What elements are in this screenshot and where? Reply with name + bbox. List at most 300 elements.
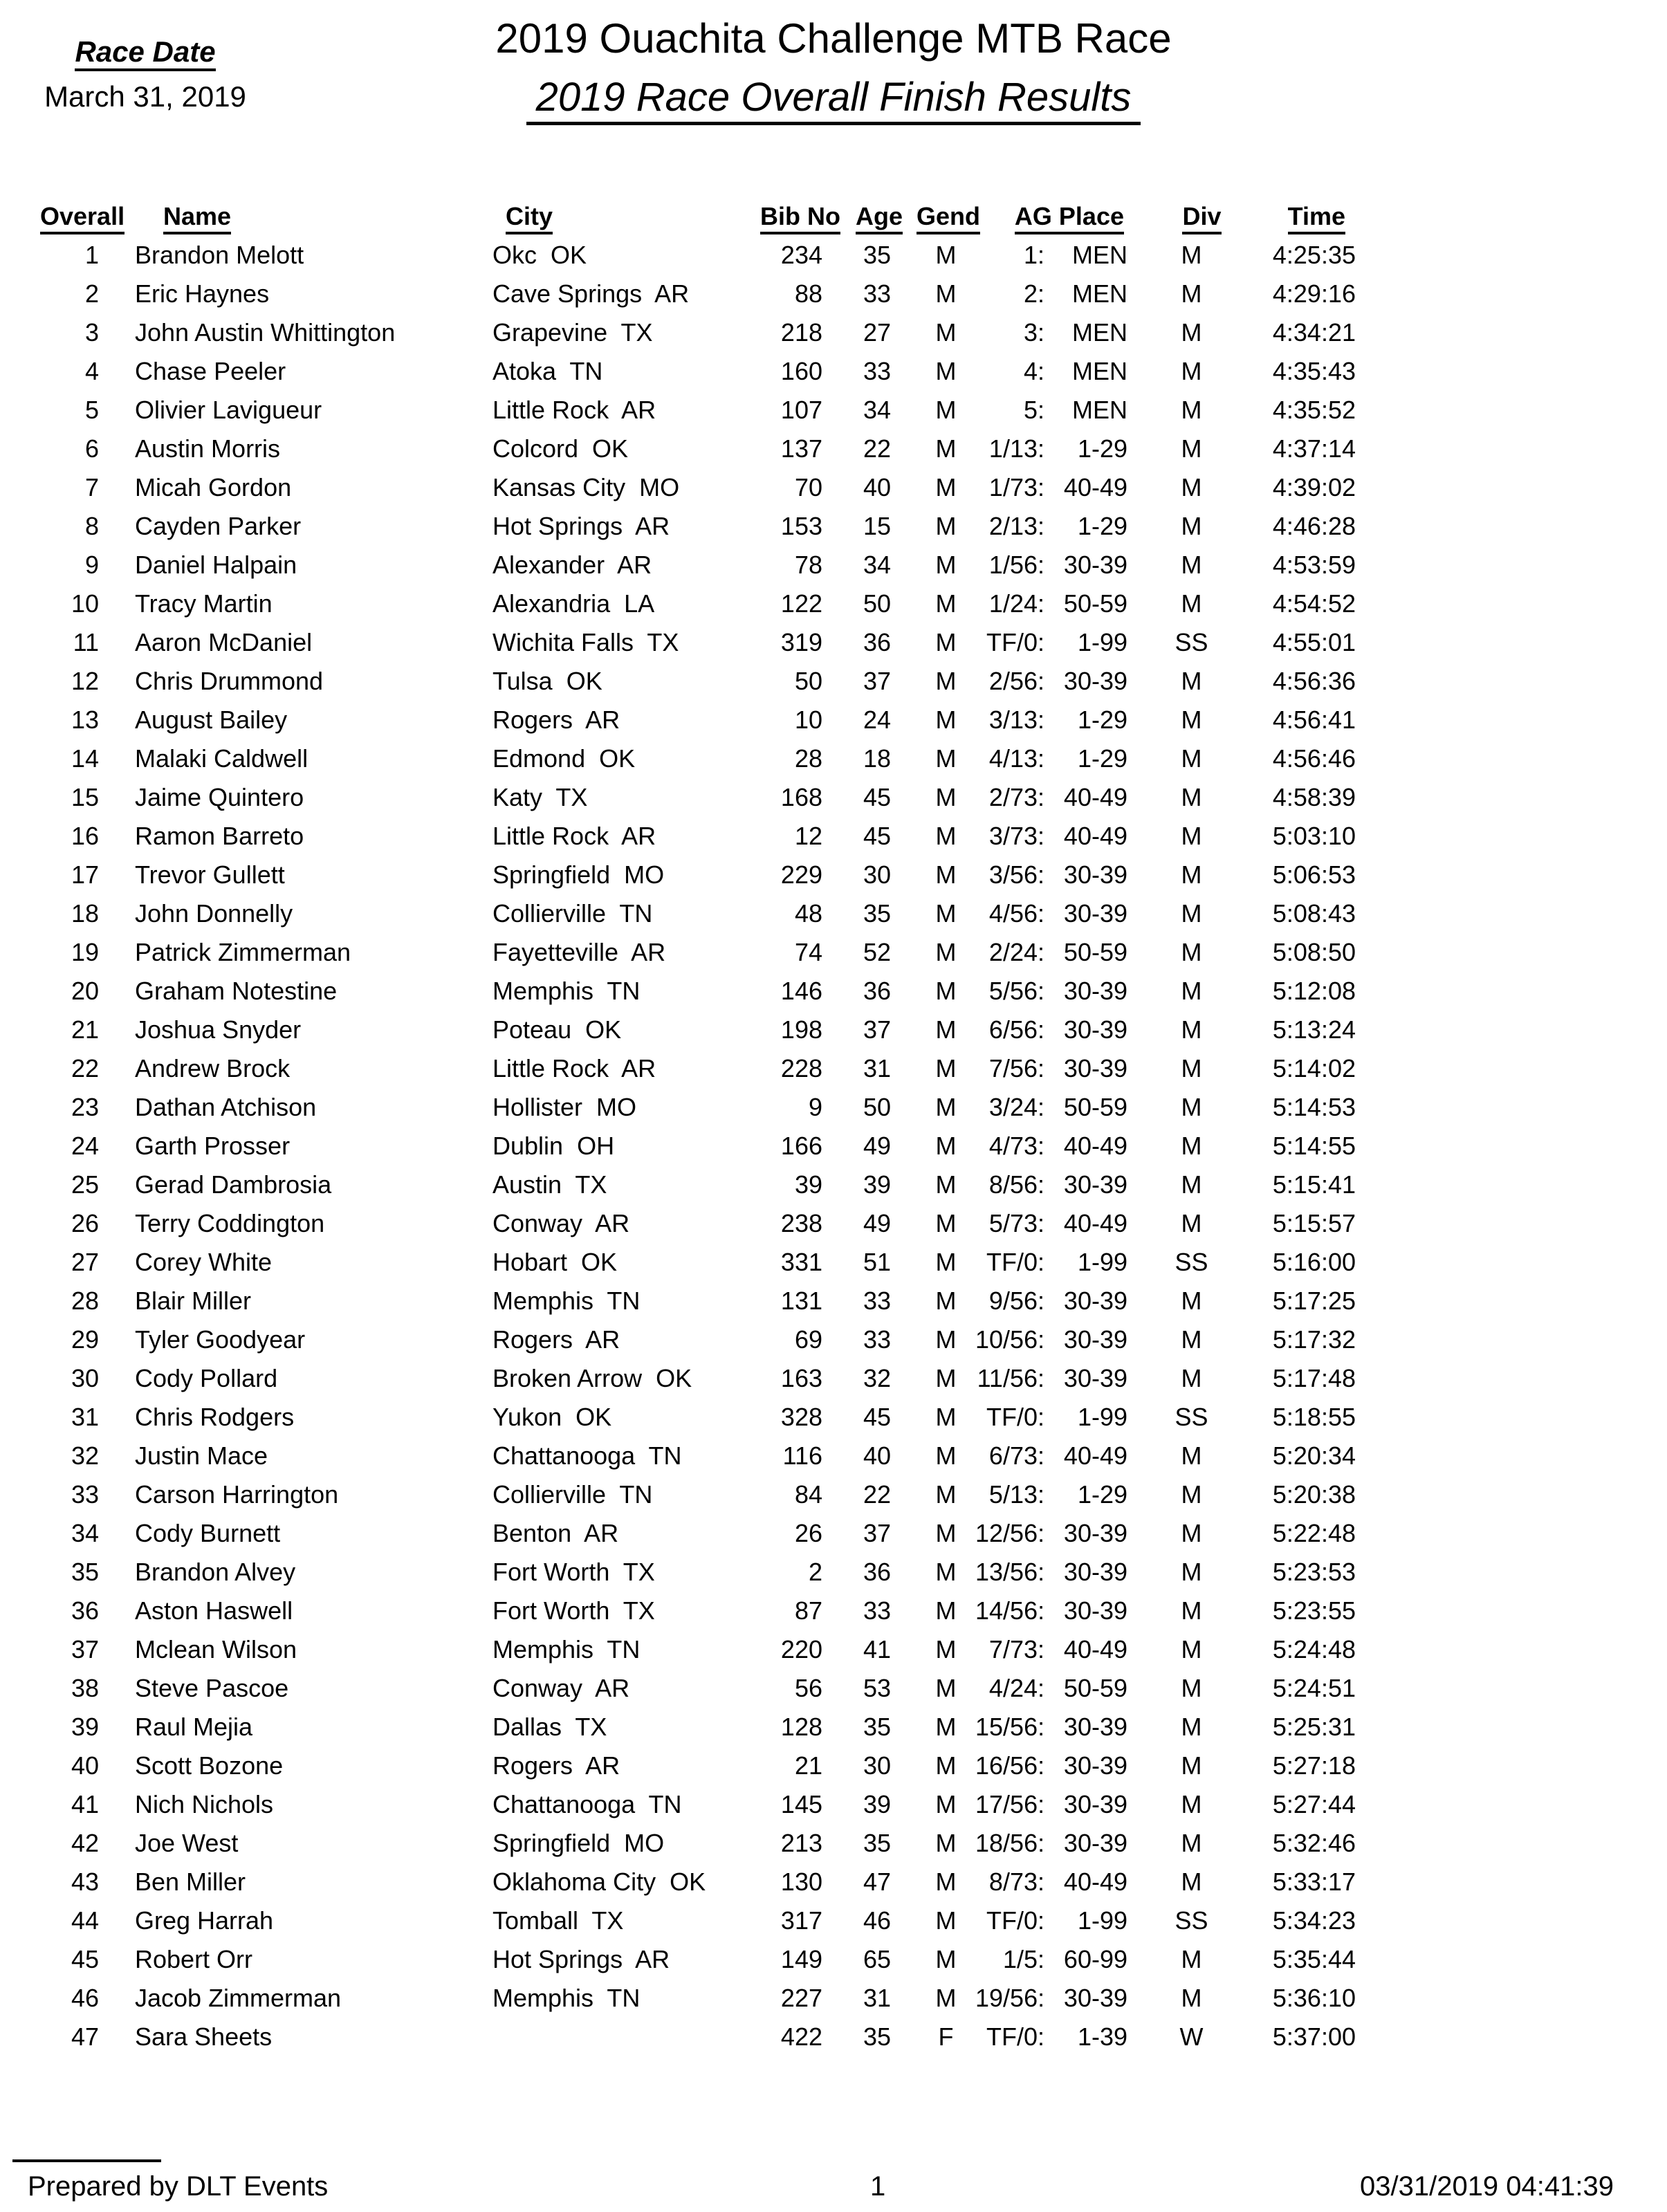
cell-bib-no: 146 bbox=[780, 977, 822, 1005]
cell-ag-place-group: 1-99 bbox=[1077, 1906, 1127, 1935]
cell-time: 4:46:28 bbox=[1272, 512, 1356, 540]
cell-name: Aaron McDaniel bbox=[135, 628, 313, 656]
cell-name: Andrew Brock bbox=[135, 1054, 291, 1082]
cell-ag-place-group: 50-59 bbox=[1063, 1674, 1127, 1702]
cell-ag-place-group: 30-39 bbox=[1063, 1790, 1127, 1818]
cell-overall-place: 19 bbox=[71, 938, 99, 966]
cell-name: Joshua Snyder bbox=[135, 1015, 302, 1044]
cell-time: 5:03:10 bbox=[1272, 822, 1356, 850]
cell-overall-place: 7 bbox=[84, 473, 99, 501]
cell-time: 4:55:01 bbox=[1272, 628, 1356, 656]
cell-ag-place-rank: 11/56: bbox=[977, 1364, 1044, 1392]
cell-ag-place-rank: 3/13: bbox=[988, 706, 1044, 734]
cell-time: 5:15:57 bbox=[1272, 1209, 1356, 1237]
cell-division: M bbox=[1181, 1713, 1202, 1741]
cell-bib-no: 122 bbox=[780, 589, 822, 618]
cell-name: Jacob Zimmerman bbox=[135, 1984, 342, 2012]
cell-ag-place-group: 30-39 bbox=[1063, 1829, 1127, 1857]
cell-time: 5:35:44 bbox=[1272, 1945, 1356, 1973]
cell-division: M bbox=[1181, 434, 1202, 463]
cell-age: 30 bbox=[863, 1751, 891, 1780]
page-subtitle: 2019 Race Overall Finish Results bbox=[526, 77, 1141, 125]
cell-ag-place-rank: TF/0: bbox=[986, 628, 1044, 656]
cell-ag-place-group: 1-99 bbox=[1077, 1403, 1127, 1431]
cell-time: 5:20:38 bbox=[1272, 1480, 1356, 1509]
cell-time: 5:16:00 bbox=[1272, 1248, 1356, 1276]
cell-city: Little Rock AR bbox=[492, 396, 656, 424]
cell-ag-place-group: MEN bbox=[1072, 396, 1127, 424]
cell-age: 15 bbox=[863, 512, 891, 540]
cell-time: 4:29:16 bbox=[1272, 279, 1356, 308]
cell-ag-place-rank: 9/56: bbox=[988, 1287, 1044, 1315]
cell-age: 45 bbox=[863, 1403, 891, 1431]
cell-bib-no: 107 bbox=[780, 396, 822, 424]
cell-bib-no: 116 bbox=[782, 1441, 822, 1470]
cell-division: M bbox=[1181, 860, 1202, 889]
result-row bbox=[31, 817, 1359, 856]
cell-division: M bbox=[1181, 396, 1202, 424]
cell-city: Memphis TN bbox=[492, 1635, 641, 1663]
cell-time: 5:13:24 bbox=[1272, 1015, 1356, 1044]
cell-ag-place-group: 30-39 bbox=[1063, 1984, 1127, 2012]
cell-ag-place-rank: 8/73: bbox=[988, 1868, 1044, 1896]
cell-ag-place-group: 50-59 bbox=[1063, 589, 1127, 618]
cell-ag-place-group: 1-29 bbox=[1077, 434, 1127, 463]
cell-city: Grapevine TX bbox=[492, 318, 653, 347]
col-header-name: Name bbox=[100, 197, 491, 236]
cell-division: M bbox=[1181, 1015, 1202, 1044]
cell-name: Chase Peeler bbox=[135, 357, 286, 385]
cell-overall-place: 5 bbox=[84, 396, 99, 424]
cell-overall-place: 23 bbox=[71, 1093, 99, 1121]
cell-ag-place-group: 30-39 bbox=[1063, 1054, 1127, 1082]
cell-name: Corey White bbox=[135, 1248, 273, 1276]
cell-bib-no: 56 bbox=[794, 1674, 822, 1702]
result-row bbox=[31, 1669, 1359, 1708]
cell-ag-place-group: 1-99 bbox=[1077, 1248, 1127, 1276]
cell-bib-no: 137 bbox=[780, 434, 822, 463]
cell-bib-no: 166 bbox=[780, 1132, 822, 1160]
cell-time: 5:36:10 bbox=[1272, 1984, 1356, 2012]
cell-gender: M bbox=[935, 318, 957, 347]
cell-ag-place-group: 1-29 bbox=[1077, 1480, 1127, 1509]
cell-division: M bbox=[1181, 1790, 1202, 1818]
cell-ag-place-group: MEN bbox=[1072, 279, 1127, 308]
cell-gender: M bbox=[935, 1325, 957, 1354]
cell-age: 52 bbox=[863, 938, 891, 966]
cell-division: SS bbox=[1175, 1248, 1208, 1276]
cell-ag-place-rank: 13/56: bbox=[975, 1558, 1045, 1586]
cell-overall-place: 13 bbox=[71, 706, 99, 734]
cell-time: 5:33:17 bbox=[1272, 1868, 1356, 1896]
result-row bbox=[31, 1592, 1359, 1630]
cell-overall-place: 6 bbox=[84, 434, 99, 463]
cell-overall-place: 39 bbox=[71, 1713, 99, 1741]
cell-ag-place-rank: 2/56: bbox=[988, 667, 1044, 695]
cell-city: Dallas TX bbox=[492, 1713, 607, 1741]
cell-division: M bbox=[1181, 667, 1202, 695]
cell-bib-no: 2 bbox=[808, 1558, 822, 1586]
cell-ag-place-group: 30-39 bbox=[1063, 1713, 1127, 1741]
cell-gender: M bbox=[935, 1403, 957, 1431]
cell-time: 4:56:36 bbox=[1272, 667, 1356, 695]
footer-page-number: 1 bbox=[870, 2171, 886, 2202]
cell-division: M bbox=[1181, 1170, 1202, 1199]
cell-ag-place-group: 30-39 bbox=[1063, 1364, 1127, 1392]
cell-division: M bbox=[1181, 1596, 1202, 1625]
result-row bbox=[31, 430, 1359, 468]
cell-bib-no: 218 bbox=[780, 318, 822, 347]
race-date-value: March 31, 2019 bbox=[44, 80, 246, 113]
cell-city: Rogers AR bbox=[492, 1751, 620, 1780]
cell-age: 39 bbox=[863, 1170, 891, 1199]
cell-gender: M bbox=[935, 1519, 957, 1547]
cell-name: Malaki Caldwell bbox=[135, 744, 308, 773]
cell-time: 4:54:52 bbox=[1272, 589, 1356, 618]
cell-time: 4:35:43 bbox=[1272, 357, 1356, 385]
cell-name: Nich Nichols bbox=[135, 1790, 274, 1818]
cell-division: M bbox=[1181, 822, 1202, 850]
cell-city: Conway AR bbox=[492, 1209, 630, 1237]
cell-time: 4:56:46 bbox=[1272, 744, 1356, 773]
cell-name: Raul Mejia bbox=[135, 1713, 253, 1741]
cell-division: SS bbox=[1175, 1403, 1208, 1431]
cell-overall-place: 31 bbox=[71, 1403, 99, 1431]
result-row bbox=[31, 546, 1359, 584]
cell-city: Poteau OK bbox=[492, 1015, 622, 1044]
cell-overall-place: 34 bbox=[71, 1519, 99, 1547]
cell-age: 41 bbox=[863, 1635, 891, 1663]
cell-bib-no: 74 bbox=[794, 938, 822, 966]
cell-age: 39 bbox=[863, 1790, 891, 1818]
cell-ag-place-group: 40-49 bbox=[1063, 473, 1127, 501]
cell-division: M bbox=[1181, 1209, 1202, 1237]
cell-ag-place-group: 30-39 bbox=[1063, 1558, 1127, 1586]
cell-ag-place-rank: 12/56: bbox=[975, 1519, 1045, 1547]
cell-gender: M bbox=[935, 1287, 957, 1315]
cell-ag-place-rank: 1/24: bbox=[988, 589, 1044, 618]
result-row bbox=[31, 739, 1359, 778]
cell-city: Okc OK bbox=[492, 241, 587, 269]
cell-age: 35 bbox=[863, 1713, 891, 1741]
cell-name: Dathan Atchison bbox=[135, 1093, 317, 1121]
cell-overall-place: 43 bbox=[71, 1868, 99, 1896]
cell-age: 50 bbox=[863, 589, 891, 618]
cell-bib-no: 331 bbox=[780, 1248, 822, 1276]
cell-city: Broken Arrow OK bbox=[492, 1364, 692, 1392]
cell-division: M bbox=[1181, 1751, 1202, 1780]
cell-age: 31 bbox=[863, 1054, 891, 1082]
cell-division: M bbox=[1181, 899, 1202, 928]
cell-overall-place: 10 bbox=[71, 589, 99, 618]
cell-division: M bbox=[1181, 318, 1202, 347]
cell-ag-place-group: 1-39 bbox=[1077, 2022, 1127, 2051]
cell-overall-place: 12 bbox=[71, 667, 99, 695]
cell-age: 22 bbox=[863, 434, 891, 463]
cell-division: M bbox=[1181, 551, 1202, 579]
result-row bbox=[31, 623, 1359, 662]
cell-overall-place: 16 bbox=[71, 822, 99, 850]
result-row bbox=[31, 856, 1359, 894]
cell-overall-place: 36 bbox=[71, 1596, 99, 1625]
cell-city: Alexander AR bbox=[492, 551, 652, 579]
cell-city: Fayetteville AR bbox=[492, 938, 666, 966]
cell-name: Trevor Gullett bbox=[135, 860, 285, 889]
cell-ag-place-group: 30-39 bbox=[1063, 1287, 1127, 1315]
results-table bbox=[31, 197, 1359, 2056]
result-row bbox=[31, 1630, 1359, 1669]
cell-age: 33 bbox=[863, 1325, 891, 1354]
cell-name: Steve Pascoe bbox=[135, 1674, 289, 1702]
cell-overall-place: 45 bbox=[71, 1945, 99, 1973]
cell-bib-no: 229 bbox=[780, 860, 822, 889]
cell-ag-place-rank: 1/56: bbox=[988, 551, 1044, 579]
result-row bbox=[31, 1011, 1359, 1049]
cell-time: 4:34:21 bbox=[1272, 318, 1356, 347]
cell-division: M bbox=[1181, 1093, 1202, 1121]
result-row bbox=[31, 1282, 1359, 1320]
cell-bib-no: 48 bbox=[794, 899, 822, 928]
cell-ag-place-rank: 6/56: bbox=[988, 1015, 1044, 1044]
cell-gender: M bbox=[935, 1093, 957, 1121]
cell-name: Scott Bozone bbox=[135, 1751, 284, 1780]
result-row bbox=[31, 1901, 1359, 1940]
cell-name: Joe West bbox=[135, 1829, 239, 1857]
cell-overall-place: 2 bbox=[84, 279, 99, 308]
cell-bib-no: 145 bbox=[780, 1790, 822, 1818]
cell-gender: M bbox=[935, 1054, 957, 1082]
cell-ag-place-group: 50-59 bbox=[1063, 938, 1127, 966]
cell-age: 49 bbox=[863, 1132, 891, 1160]
cell-ag-place-group: 40-49 bbox=[1063, 1868, 1127, 1896]
cell-gender: M bbox=[935, 1596, 957, 1625]
cell-time: 5:17:25 bbox=[1272, 1287, 1356, 1315]
cell-name: Graham Notestine bbox=[135, 977, 338, 1005]
cell-gender: M bbox=[935, 1441, 957, 1470]
cell-name: Chris Drummond bbox=[135, 667, 324, 695]
cell-division: M bbox=[1181, 1364, 1202, 1392]
cell-division: SS bbox=[1175, 1906, 1208, 1935]
cell-gender: M bbox=[935, 434, 957, 463]
result-row bbox=[31, 1437, 1359, 1475]
cell-bib-no: 163 bbox=[780, 1364, 822, 1392]
cell-name: Mclean Wilson bbox=[135, 1635, 297, 1663]
cell-gender: M bbox=[935, 1674, 957, 1702]
cell-ag-place-rank: 2/13: bbox=[988, 512, 1044, 540]
cell-ag-place-rank: 1/5: bbox=[1002, 1945, 1044, 1973]
cell-division: M bbox=[1181, 512, 1202, 540]
cell-bib-no: 227 bbox=[780, 1984, 822, 2012]
cell-age: 49 bbox=[863, 1209, 891, 1237]
cell-bib-no: 50 bbox=[794, 667, 822, 695]
cell-ag-place-rank: 8/56: bbox=[988, 1170, 1044, 1199]
cell-name: Chris Rodgers bbox=[135, 1403, 295, 1431]
col-header-city: City bbox=[491, 197, 750, 236]
cell-name: Robert Orr bbox=[135, 1945, 253, 1973]
cell-ag-place-group: 30-39 bbox=[1063, 1596, 1127, 1625]
cell-age: 45 bbox=[863, 783, 891, 811]
cell-bib-no: 198 bbox=[780, 1015, 822, 1044]
cell-age: 22 bbox=[863, 1480, 891, 1509]
cell-gender: M bbox=[935, 1906, 957, 1935]
cell-time: 4:37:14 bbox=[1272, 434, 1356, 463]
cell-name: Brandon Melott bbox=[135, 241, 304, 269]
cell-name: Eric Haynes bbox=[135, 279, 270, 308]
cell-division: M bbox=[1181, 1519, 1202, 1547]
cell-ag-place-rank: 5/56: bbox=[988, 977, 1044, 1005]
cell-overall-place: 20 bbox=[71, 977, 99, 1005]
cell-overall-place: 44 bbox=[71, 1906, 99, 1935]
cell-city: Collierville TN bbox=[492, 899, 653, 928]
cell-overall-place: 14 bbox=[71, 744, 99, 773]
cell-age: 36 bbox=[863, 977, 891, 1005]
cell-name: Brandon Alvey bbox=[135, 1558, 296, 1586]
result-row bbox=[31, 1165, 1359, 1204]
cell-division: M bbox=[1181, 241, 1202, 269]
cell-gender: M bbox=[935, 706, 957, 734]
result-row bbox=[31, 1320, 1359, 1359]
cell-gender: M bbox=[935, 938, 957, 966]
cell-overall-place: 27 bbox=[71, 1248, 99, 1276]
footer-prepared-by: Prepared by DLT Events bbox=[28, 2171, 329, 2202]
cell-city: Collierville TN bbox=[492, 1480, 653, 1509]
cell-gender: M bbox=[935, 1829, 957, 1857]
cell-city: Wichita Falls TX bbox=[492, 628, 679, 656]
cell-time: 4:58:39 bbox=[1272, 783, 1356, 811]
cell-time: 5:17:32 bbox=[1272, 1325, 1356, 1354]
col-header-overall: Overall bbox=[31, 197, 100, 236]
cell-city: Memphis TN bbox=[492, 977, 641, 1005]
cell-age: 24 bbox=[863, 706, 891, 734]
cell-age: 34 bbox=[863, 551, 891, 579]
cell-overall-place: 25 bbox=[71, 1170, 99, 1199]
result-row bbox=[31, 1979, 1359, 2018]
cell-bib-no: 39 bbox=[794, 1170, 822, 1199]
cell-ag-place-group: 30-39 bbox=[1063, 977, 1127, 1005]
result-row bbox=[31, 701, 1359, 739]
cell-time: 4:25:35 bbox=[1272, 241, 1356, 269]
cell-bib-no: 422 bbox=[780, 2022, 822, 2051]
cell-city: Hot Springs AR bbox=[492, 1945, 670, 1973]
cell-bib-no: 12 bbox=[794, 822, 822, 850]
cell-bib-no: 213 bbox=[780, 1829, 822, 1857]
result-row bbox=[31, 1785, 1359, 1824]
cell-city: Conway AR bbox=[492, 1674, 630, 1702]
cell-city: Colcord OK bbox=[492, 434, 629, 463]
cell-ag-place-rank: 4/24: bbox=[988, 1674, 1044, 1702]
cell-division: M bbox=[1181, 357, 1202, 385]
cell-age: 35 bbox=[863, 1829, 891, 1857]
cell-time: 5:25:31 bbox=[1272, 1713, 1356, 1741]
result-row bbox=[31, 1243, 1359, 1282]
cell-age: 18 bbox=[863, 744, 891, 773]
col-header-bib-no: Bib No bbox=[750, 197, 840, 236]
cell-ag-place-rank: 4/56: bbox=[988, 899, 1044, 928]
result-row bbox=[31, 1514, 1359, 1553]
cell-bib-no: 149 bbox=[780, 1945, 822, 1973]
cell-name: John Austin Whittington bbox=[135, 318, 396, 347]
cell-age: 37 bbox=[863, 1015, 891, 1044]
cell-name: Cayden Parker bbox=[135, 512, 302, 540]
cell-overall-place: 32 bbox=[71, 1441, 99, 1470]
cell-age: 37 bbox=[863, 1519, 891, 1547]
result-row bbox=[31, 275, 1359, 313]
cell-ag-place-group: 40-49 bbox=[1063, 1635, 1127, 1663]
cell-gender: F bbox=[938, 2022, 954, 2051]
result-row bbox=[31, 972, 1359, 1011]
cell-ag-place-rank: 3/73: bbox=[988, 822, 1044, 850]
result-row bbox=[31, 1049, 1359, 1088]
cell-ag-place-group: 30-39 bbox=[1063, 899, 1127, 928]
cell-overall-place: 1 bbox=[84, 241, 99, 269]
cell-city bbox=[491, 2018, 750, 2056]
cell-age: 50 bbox=[863, 1093, 891, 1121]
cell-age: 36 bbox=[863, 628, 891, 656]
cell-city: Rogers AR bbox=[492, 706, 620, 734]
cell-division: M bbox=[1181, 1132, 1202, 1160]
cell-time: 4:56:41 bbox=[1272, 706, 1356, 734]
result-row bbox=[31, 468, 1359, 507]
cell-gender: M bbox=[935, 1790, 957, 1818]
cell-time: 5:06:53 bbox=[1272, 860, 1356, 889]
cell-gender: M bbox=[935, 279, 957, 308]
cell-time: 5:17:48 bbox=[1272, 1364, 1356, 1392]
table-header-row bbox=[31, 197, 1359, 236]
cell-ag-place-group: 60-99 bbox=[1063, 1945, 1127, 1973]
cell-overall-place: 47 bbox=[71, 2022, 99, 2051]
cell-bib-no: 26 bbox=[794, 1519, 822, 1547]
cell-bib-no: 130 bbox=[780, 1868, 822, 1896]
result-row bbox=[31, 1398, 1359, 1437]
cell-bib-no: 69 bbox=[794, 1325, 822, 1354]
cell-division: M bbox=[1181, 744, 1202, 773]
cell-division: M bbox=[1181, 1480, 1202, 1509]
result-row bbox=[31, 1940, 1359, 1979]
cell-ag-place-rank: 3: bbox=[1023, 318, 1044, 347]
cell-division: M bbox=[1181, 1868, 1202, 1896]
result-row bbox=[31, 1359, 1359, 1398]
cell-bib-no: 9 bbox=[808, 1093, 822, 1121]
cell-ag-place-group: 1-29 bbox=[1077, 744, 1127, 773]
cell-age: 34 bbox=[863, 396, 891, 424]
cell-overall-place: 28 bbox=[71, 1287, 99, 1315]
cell-age: 35 bbox=[863, 241, 891, 269]
cell-city: Yukon OK bbox=[492, 1403, 612, 1431]
cell-ag-place-group: 40-49 bbox=[1063, 1441, 1127, 1470]
cell-bib-no: 228 bbox=[780, 1054, 822, 1082]
cell-ag-place-rank: 2/73: bbox=[988, 783, 1044, 811]
cell-ag-place-rank: 1/13: bbox=[988, 434, 1044, 463]
cell-gender: M bbox=[935, 977, 957, 1005]
cell-name: Austin Morris bbox=[135, 434, 281, 463]
cell-age: 37 bbox=[863, 667, 891, 695]
cell-overall-place: 41 bbox=[71, 1790, 99, 1818]
cell-time: 4:35:52 bbox=[1272, 396, 1356, 424]
cell-bib-no: 317 bbox=[780, 1906, 822, 1935]
cell-ag-place-group: 30-39 bbox=[1063, 860, 1127, 889]
cell-name: Greg Harrah bbox=[135, 1906, 274, 1935]
cell-name: Daniel Halpain bbox=[135, 551, 297, 579]
cell-time: 5:27:44 bbox=[1272, 1790, 1356, 1818]
cell-ag-place-group: 30-39 bbox=[1063, 1015, 1127, 1044]
cell-overall-place: 38 bbox=[71, 1674, 99, 1702]
cell-division: M bbox=[1181, 938, 1202, 966]
cell-overall-place: 40 bbox=[71, 1751, 99, 1780]
cell-gender: M bbox=[935, 1713, 957, 1741]
cell-overall-place: 9 bbox=[84, 551, 99, 579]
cell-age: 33 bbox=[863, 279, 891, 308]
result-row bbox=[31, 778, 1359, 817]
